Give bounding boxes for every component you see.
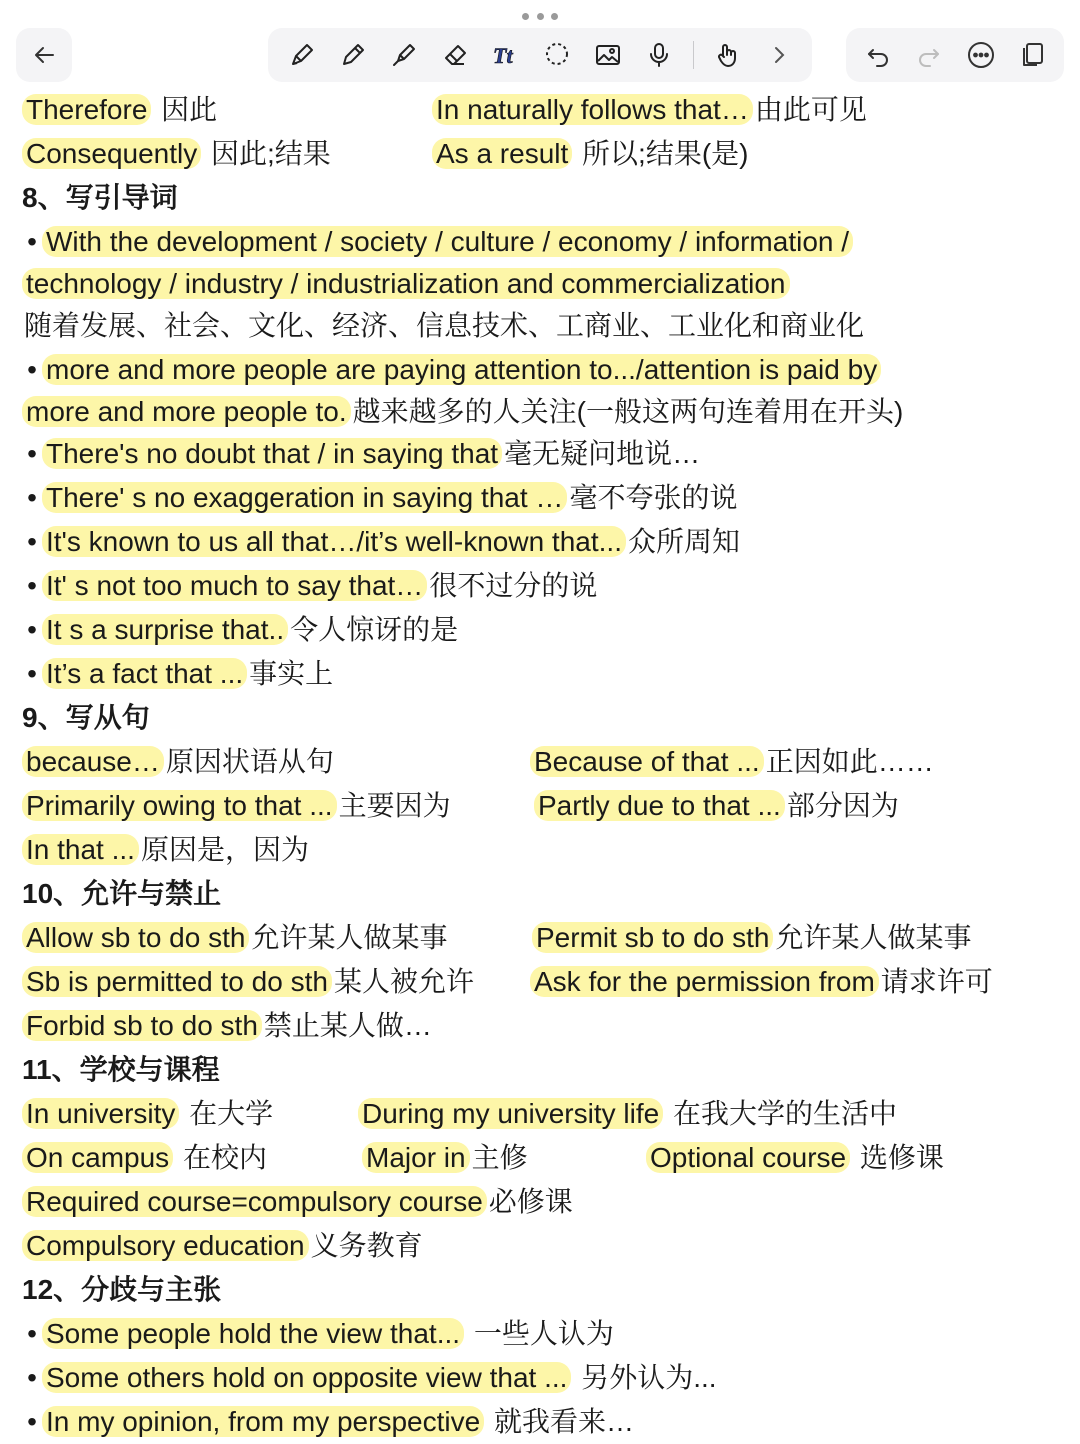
translation-text: 随着发展、社会、文化、经济、信息技术、工商业、工业化和商业化: [24, 310, 865, 341]
phrase-line: [22, 1312, 1062, 1356]
chevron-right-icon[interactable]: [762, 38, 796, 72]
phrase-column: [22, 740, 334, 784]
highlighted-phrase: Sb is permitted to do sth: [22, 966, 332, 997]
translation-text: 某人被允许: [333, 966, 474, 997]
translation-text: 必修课: [488, 1186, 573, 1217]
phrase-column: [432, 88, 867, 132]
phrase-columns: [22, 1092, 1062, 1136]
more-icon[interactable]: [964, 38, 998, 72]
highlighted-phrase: because…: [22, 746, 164, 777]
phrase-column: [22, 960, 474, 1004]
translation-text: 另外认为...: [573, 1362, 717, 1393]
highlighted-phrase: It s a surprise that..: [42, 614, 288, 645]
section-heading: [22, 696, 1062, 740]
bullet-dot-icon: •: [27, 354, 37, 385]
highlighted-phrase: Consequently: [22, 138, 201, 169]
phrase-line: [22, 1004, 1062, 1048]
bullet-dot-icon: •: [27, 526, 37, 557]
phrase-column: [358, 1092, 897, 1136]
phrase-line: [22, 1400, 1062, 1444]
translation-text: 毫无疑问地说…: [504, 438, 701, 469]
translation-text: 在我大学的生活中: [665, 1098, 897, 1129]
phrase-line: [22, 476, 1062, 520]
bullet-dot-icon: •: [27, 438, 37, 469]
translation-text: 原因状语从句: [165, 746, 334, 777]
bullet-dot-icon: •: [27, 1318, 37, 1349]
translation-text: 一些人认为: [466, 1318, 614, 1349]
drag-handle[interactable]: [522, 12, 558, 20]
translation-text: 在校内: [175, 1142, 267, 1173]
phrase-columns: [22, 784, 1062, 828]
note-page-content[interactable]: [22, 88, 1062, 1444]
document-actions: [846, 28, 1064, 82]
phrase-line: [22, 392, 1062, 432]
highlighted-phrase: In university: [22, 1098, 179, 1129]
highlighted-phrase: It' s not too much to say that…: [42, 570, 427, 601]
section-heading-text: 12、分歧与主张: [22, 1274, 222, 1305]
phrase-line: [22, 520, 1062, 564]
highlighted-phrase: There' s no exaggeration in saying that …: [42, 482, 567, 513]
highlighted-phrase: It’s a fact that ...: [42, 658, 247, 689]
phrase-column: [646, 1136, 944, 1180]
phrase-column: [532, 916, 971, 960]
phrase-column: [22, 1092, 273, 1136]
phrase-line: [22, 564, 1062, 608]
phrase-line: [22, 304, 1062, 348]
bullet-dot-icon: •: [27, 1406, 37, 1437]
phrase-line: [22, 1356, 1062, 1400]
phrase-columns: [22, 740, 1062, 784]
section-heading: [22, 176, 1062, 220]
translation-text: 部分因为: [786, 790, 899, 821]
pages-icon[interactable]: [1015, 38, 1049, 72]
bullet-dot-icon: •: [27, 614, 37, 645]
back-button-container: [16, 28, 72, 82]
undo-icon[interactable]: [861, 38, 895, 72]
translation-text: 很不过分的说: [429, 570, 598, 601]
highlighter-icon[interactable]: [387, 38, 421, 72]
phrase-column: [22, 916, 447, 960]
phrase-line: [22, 432, 1062, 476]
phrase-column: [530, 960, 993, 1004]
translation-text: 主修: [471, 1142, 528, 1173]
highlighted-phrase: Therefore: [22, 94, 151, 125]
highlighted-phrase: more and more people are paying attention to.../attention is paid by: [42, 354, 881, 385]
highlighted-phrase: Partly due to that ...: [534, 790, 785, 821]
highlighted-phrase: technology / industry / industrialization and commercialization: [22, 268, 790, 299]
bullet-dot-icon: •: [27, 570, 37, 601]
svg-text:Tt: Tt: [492, 43, 513, 68]
translation-text: 事实上: [249, 658, 334, 689]
section-heading-text: 10、允许与禁止: [22, 878, 222, 909]
image-icon[interactable]: [591, 38, 625, 72]
translation-text: 众所周知: [627, 526, 740, 557]
translation-text: 由此可见: [754, 94, 867, 125]
tool-palette: [268, 28, 812, 82]
hand-touch-icon[interactable]: [711, 38, 745, 72]
toolbar-divider: [693, 41, 694, 69]
highlighted-phrase: more and more people to.: [22, 396, 351, 427]
phrase-columns: [22, 132, 1062, 176]
phrase-line: [22, 348, 1062, 392]
highlighted-phrase: As a result: [432, 138, 572, 169]
phrase-line: [22, 608, 1062, 652]
translation-text: 越来越多的人关注(一般这两句连着用在开头): [352, 396, 904, 427]
phrase-columns: [22, 916, 1062, 960]
phrase-line: [22, 220, 1062, 264]
highlighted-phrase: Forbid sb to do sth: [22, 1010, 262, 1041]
phrase-column: [22, 132, 331, 176]
phrase-column: [432, 132, 749, 176]
translation-text: 在大学: [181, 1098, 274, 1129]
eraser-icon[interactable]: [438, 38, 472, 72]
translation-text: 禁止某人做…: [263, 1010, 432, 1041]
translation-text: 因此: [153, 94, 218, 125]
bullet-dot-icon: •: [27, 482, 37, 513]
highlighted-phrase: In that ...: [22, 834, 139, 865]
translation-text: 所以;结果(是): [574, 138, 749, 169]
highlighted-phrase: Some people hold the view that...: [42, 1318, 464, 1349]
translation-text: 主要因为: [338, 790, 451, 821]
highlighted-phrase: Required course=compulsory course: [22, 1186, 487, 1217]
highlighted-phrase: Compulsory education: [22, 1230, 309, 1261]
translation-text: 允许某人做某事: [251, 922, 448, 953]
translation-text: 毫不夸张的说: [569, 482, 738, 513]
pencil-icon[interactable]: [336, 38, 370, 72]
text-icon[interactable]: [489, 38, 523, 72]
highlighted-phrase: Some others hold on opposite view that ...: [42, 1362, 571, 1393]
translation-text: 令人惊讶的是: [290, 614, 459, 645]
highlighted-phrase: Major in: [362, 1142, 470, 1173]
translation-text: 义务教育: [310, 1230, 423, 1261]
phrase-line: [22, 652, 1062, 696]
bullet-dot-icon: •: [27, 658, 37, 689]
translation-text: 正因如此……: [765, 746, 934, 777]
translation-text: 因此;结果: [203, 138, 331, 169]
highlighted-phrase: Ask for the permission from: [530, 966, 879, 997]
highlighted-phrase: On campus: [22, 1142, 173, 1173]
translation-text: 选修课: [852, 1142, 944, 1173]
back-arrow-icon[interactable]: [27, 38, 61, 72]
highlighted-phrase: Permit sb to do sth: [532, 922, 773, 953]
phrase-line: [22, 264, 1062, 304]
translation-text: 允许某人做某事: [775, 922, 972, 953]
phrase-column: [22, 784, 451, 828]
phrase-line: [22, 828, 1062, 872]
bullet-dot-icon: •: [27, 1362, 37, 1393]
lasso-icon[interactable]: [540, 38, 574, 72]
translation-text: 就我看来…: [486, 1406, 634, 1437]
phrase-column: [534, 784, 899, 828]
highlighted-phrase: Allow sb to do sth: [22, 922, 249, 953]
phrase-column: [22, 1136, 267, 1180]
phrase-line: [22, 1224, 1062, 1268]
translation-text: 原因是，因为: [140, 834, 309, 865]
phrase-column: [530, 740, 934, 784]
section-heading-text: 8、写引导词: [22, 182, 178, 213]
bullet-dot-icon: •: [27, 226, 37, 257]
section-heading: [22, 1268, 1062, 1312]
highlighted-phrase: In naturally follows that…: [432, 94, 753, 125]
highlighted-phrase: There's no doubt that / in saying that: [42, 438, 502, 469]
phrase-column: [362, 1136, 528, 1180]
section-heading: [22, 872, 1062, 916]
highlighted-phrase: In my opinion, from my perspective: [42, 1406, 484, 1437]
highlighted-phrase: It's known to us all that…/it’s well-known that...: [42, 526, 626, 557]
section-heading: [22, 1048, 1062, 1092]
phrase-columns: [22, 88, 1062, 132]
highlighted-phrase: Optional course: [646, 1142, 850, 1173]
phrase-column: [22, 88, 217, 132]
highlighted-phrase: Primarily owing to that ...: [22, 790, 337, 821]
highlighted-phrase: Because of that ...: [530, 746, 764, 777]
translation-text: 请求许可: [880, 966, 993, 997]
section-heading-text: 9、写从句: [22, 702, 150, 733]
highlighted-phrase: During my university life: [358, 1098, 663, 1129]
highlighted-phrase: With the development / society / culture / economy / information /: [42, 226, 853, 257]
phrase-columns: [22, 1136, 1062, 1180]
microphone-icon[interactable]: [642, 38, 676, 72]
phrase-columns: [22, 960, 1062, 1004]
pen-icon[interactable]: [285, 38, 319, 72]
redo-icon[interactable]: [912, 38, 946, 72]
phrase-line: [22, 1180, 1062, 1224]
section-heading-text: 11、学校与课程: [22, 1054, 220, 1085]
